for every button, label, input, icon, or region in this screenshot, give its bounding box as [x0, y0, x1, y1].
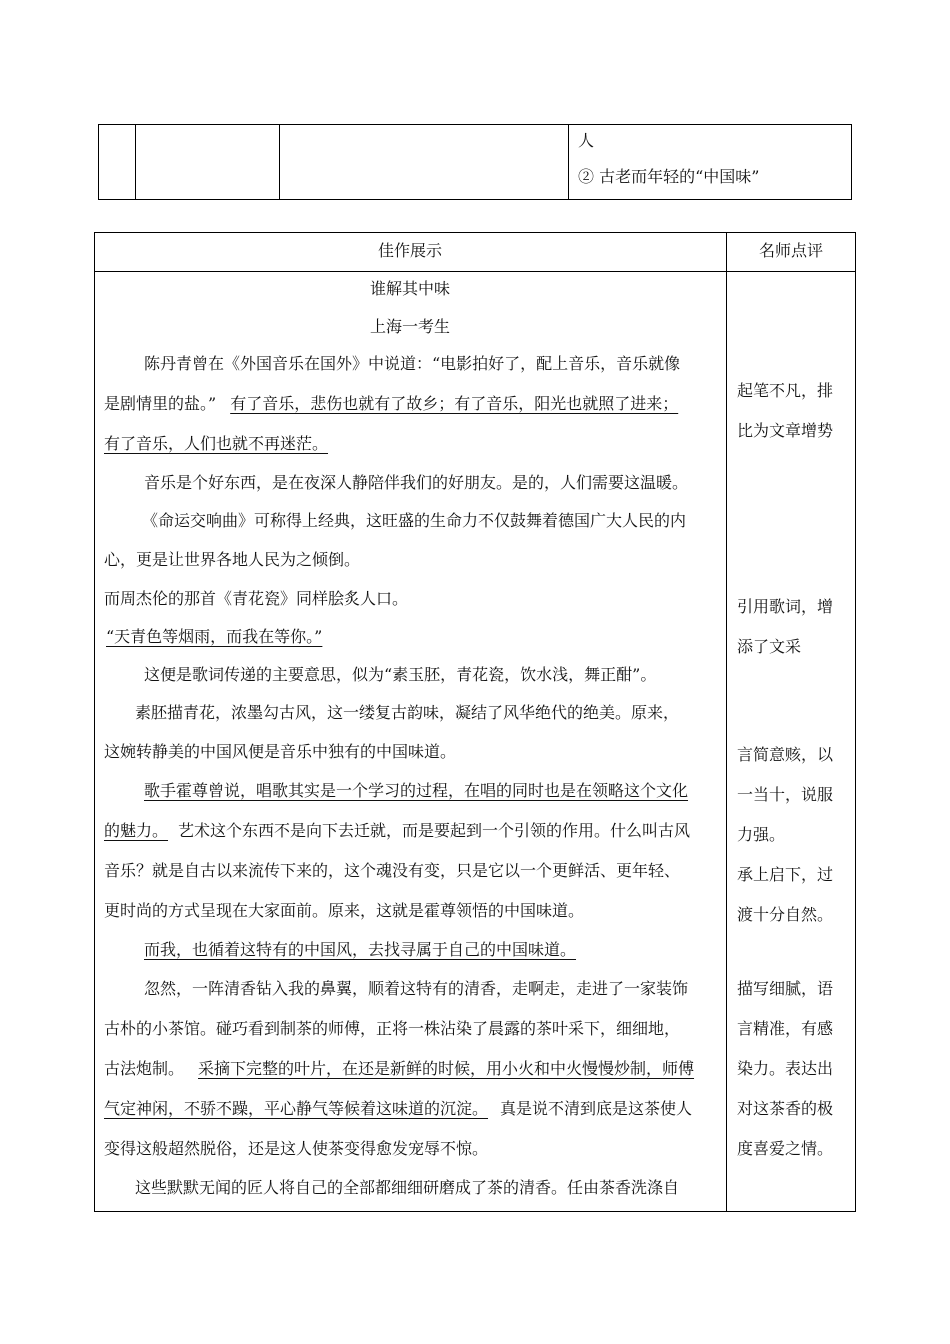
essay-line: 心，更是让世界各地人民为之倾倒。 [104, 550, 361, 569]
essay-line: 音乐是个好东西，是在夜深人静陪伴我们的好朋友。是的，人们需要这温暖。 [144, 473, 689, 492]
essay-line: 古法炮制。 采摘下完整的叶片，在还是新鲜的时候，用小火和中火慢慢炒制，师傅 [104, 1059, 695, 1078]
header-teacher-comment: 名师点评 [759, 241, 824, 260]
essay-author: 上海一考生 [370, 317, 451, 336]
essay-line: 音乐？就是自古以来流传下来的，这个魂没有变，只是它以一个更鲜活、更年轻、 [104, 861, 681, 880]
header-essay-showcase: 佳作展示 [378, 241, 443, 260]
comment-line: 度喜爱之情。 [737, 1139, 834, 1158]
essay-line: 素胚描青花，浓墨勾古风，这一缕复古韵味，凝结了风华绝代的绝美。原来， [135, 703, 680, 722]
essay-line: 有了音乐，人们也就不再迷茫。 [104, 434, 329, 453]
comment-line: 力强。 [737, 825, 786, 844]
comment-line: 引用歌词，增 [737, 597, 834, 616]
comment-line: 对这茶香的极 [737, 1099, 834, 1118]
essay-line: 古朴的小茶馆。碰巧看到制茶的师傅，正将一株沾染了晨露的茶叶采下，细细地， [104, 1019, 681, 1038]
essay-line: 陈丹青曾在《外国音乐在国外》中说道：“电影拍好了，配上音乐，音乐就像 [144, 354, 681, 373]
comment-line: 添了文采 [737, 637, 802, 656]
essay-line: 而我，也循着这特有的中国风，去找寻属于自己的中国味道。 [144, 940, 577, 959]
essay-line: 更时尚的方式呈现在大家面前。原来，这就是霍尊领悟的中国味道。 [104, 901, 585, 920]
comment-line: 言简意赅，以 [737, 745, 834, 764]
essay-line: 歌手霍尊曾说，唱歌其实是一个学习的过程，在唱的同时也是在领略这个文化 [144, 781, 689, 800]
essay-line: 这婉转静美的中国风便是音乐中独有的中国味道。 [104, 742, 457, 761]
top-table-cell-line-2: ② 古老而年轻的“中国味” [578, 167, 760, 186]
essay-line: 是剧情里的盐。” 有了音乐，悲伤也就有了故乡；有了音乐，阳光也就照了进来； [104, 394, 679, 413]
essay-line: 《命运交响曲》可称得上经典，这旺盛的生命力不仅鼓舞着德国广大人民的内 [142, 511, 687, 530]
comment-line: 比为文章增势 [737, 421, 834, 440]
essay-line: 气定神闲，不骄不躁，平心静气等候着这味道的沉淀。 真是说不清到底是这茶使人 [104, 1099, 693, 1118]
essay-line: 忽然，一阵清香钻入我的鼻翼，顺着这特有的清香，走啊走，走进了一家装饰 [144, 979, 689, 998]
essay-line: 变得这般超然脱俗，还是这人使茶变得愈发宠辱不惊。 [104, 1139, 489, 1158]
essay-line: 而周杰伦的那首《青花瓷》同样脍炙人口。 [104, 589, 409, 608]
essay-title: 谁解其中味 [370, 279, 451, 298]
comment-line: 染力。表达出 [737, 1059, 834, 1078]
comment-line: 渡十分自然。 [737, 905, 834, 924]
comment-line: 承上启下，过 [737, 865, 834, 884]
comment-line: 言精准，有感 [737, 1019, 834, 1038]
comment-line: 起笔不凡，排 [737, 381, 834, 400]
top-table-cell-line-1: 人 [578, 131, 595, 150]
comment-line: 描写细腻，语 [737, 979, 834, 998]
essay-line: 这些默默无闻的匠人将自己的全部都细细研磨成了茶的清香。任由茶香洗涤自 [135, 1178, 680, 1197]
essay-line: 这便是歌词传递的主要意思，似为“素玉胚，青花瓷，饮水浅，舞正酣”。 [144, 665, 657, 684]
comment-line: 一当十，说服 [737, 785, 834, 804]
essay-line: 的魅力。 艺术这个东西不是向下去迁就，而是要起到一个引领的作用。什么叫古风 [104, 821, 691, 840]
essay-line: “天青色等烟雨，而我在等你。” [106, 627, 323, 646]
